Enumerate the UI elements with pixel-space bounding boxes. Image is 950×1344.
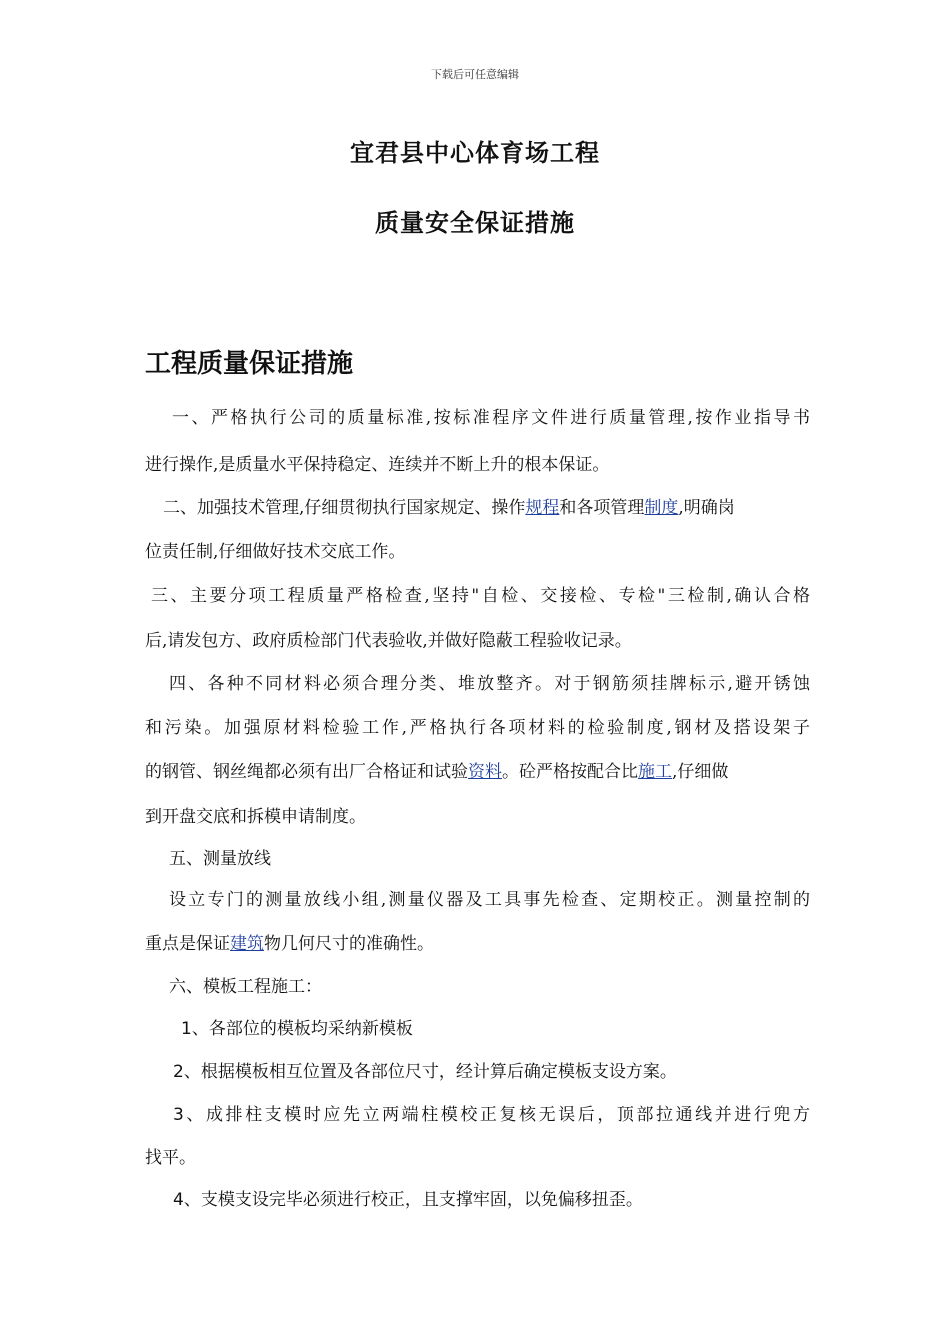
paragraph-3-line-2: 后,请发包方、政府质检部门代表验收,并做好隐蔽工程验收记录。	[145, 631, 632, 651]
list-item-4-text: 、支模支设完毕必须进行校正，且支撑牢固，以免偏移扭歪。	[183, 1190, 643, 1210]
paragraph-4-text-b: 。砼严格按配合比	[502, 762, 638, 782]
paragraph-4-line-3	[145, 760, 810, 784]
list-item-1-text: 、各部位的模板均采纳新模板	[191, 1019, 413, 1039]
paragraph-4-text-a: 的钢管、钢丝绳都必须有出厂合格证和试验	[145, 762, 468, 782]
list-item-2-text: 、根据模板相互位置及各部位尺寸，经计算后确定模板支设方案。	[183, 1062, 677, 1082]
paragraph-4-text-c: ,仔细做	[672, 762, 729, 782]
list-item-2-number: 2	[173, 1062, 184, 1082]
paragraph-2-line-2: 位责任制,仔细做好技术交底工作。	[145, 542, 406, 562]
paragraph-3-line-1: 三、主要分项工程质量严格检查,坚持"自检、交接检、专检"三检制,确认合格	[151, 586, 810, 606]
list-item-3-text: 、成排柱支模时应先立两端柱模校正复核无误后，顶部拉通线并进行兜方	[183, 1105, 810, 1125]
list-item-3-line-2: 找平。	[145, 1148, 196, 1168]
link-zhidu[interactable]: 制度	[644, 498, 679, 518]
paragraph-4-line-2: 和污染。加强原材料检验工作,严格执行各项材料的检验制度,钢材及搭设架子	[145, 718, 810, 738]
paragraph-2-text-b: 和各项管理	[559, 498, 645, 518]
paragraph-6-text-b: 物几何尺寸的准确性。	[264, 934, 434, 954]
paragraph-4-line-1: 四、各种不同材料必须合理分类、堆放整齐。对于钢筋须挂牌标示,避开锈蚀	[169, 674, 810, 694]
list-item-2	[145, 1060, 838, 1084]
document-title: 宜君县中心体育场工程	[350, 139, 600, 167]
list-item-4-number: 4	[173, 1190, 184, 1210]
paragraph-4-line-4: 到开盘交底和拆模申请制度。	[145, 807, 366, 827]
list-item-3-number: 3	[173, 1105, 184, 1125]
paragraph-6-text-a: 重点是保证	[145, 934, 230, 954]
paragraph-2-line-1	[145, 496, 810, 520]
paragraph-2-text-c: ,明确岗	[678, 498, 735, 518]
paragraph-2-text-a: 二、加强技术管理,仔细贯彻执行国家规定、操作	[163, 498, 526, 518]
paragraph-7-line-1: 六、模板工程施工：	[169, 977, 322, 997]
link-jianzhu[interactable]: 建筑	[230, 934, 264, 954]
list-item-3	[145, 1103, 810, 1127]
page-header-note: 下载后可任意编辑	[431, 68, 519, 81]
paragraph-6-line-2	[145, 932, 810, 956]
paragraph-1-line-2: 进行操作,是质量水平保持稳定、连续并不断上升的根本保证。	[145, 455, 610, 475]
link-shigong[interactable]: 施工	[638, 762, 672, 782]
link-ziliao[interactable]: 资料	[468, 762, 502, 782]
link-guicheng[interactable]: 规程	[525, 498, 560, 518]
list-item-4	[145, 1188, 838, 1212]
paragraph-6-line-1: 设立专门的测量放线小组,测量仪器及工具事先检查、定期校正。测量控制的	[169, 890, 810, 910]
paragraph-1-line-1: 一、严格执行公司的质量标准,按标准程序文件进行质量管理,按作业指导书	[172, 408, 810, 428]
document-subtitle: 质量安全保证措施	[375, 209, 575, 237]
section-heading: 工程质量保证措施	[145, 349, 354, 379]
list-item-1	[145, 1017, 846, 1041]
paragraph-5-line-1: 五、测量放线	[169, 849, 271, 869]
list-item-1-number: 1	[181, 1019, 192, 1039]
